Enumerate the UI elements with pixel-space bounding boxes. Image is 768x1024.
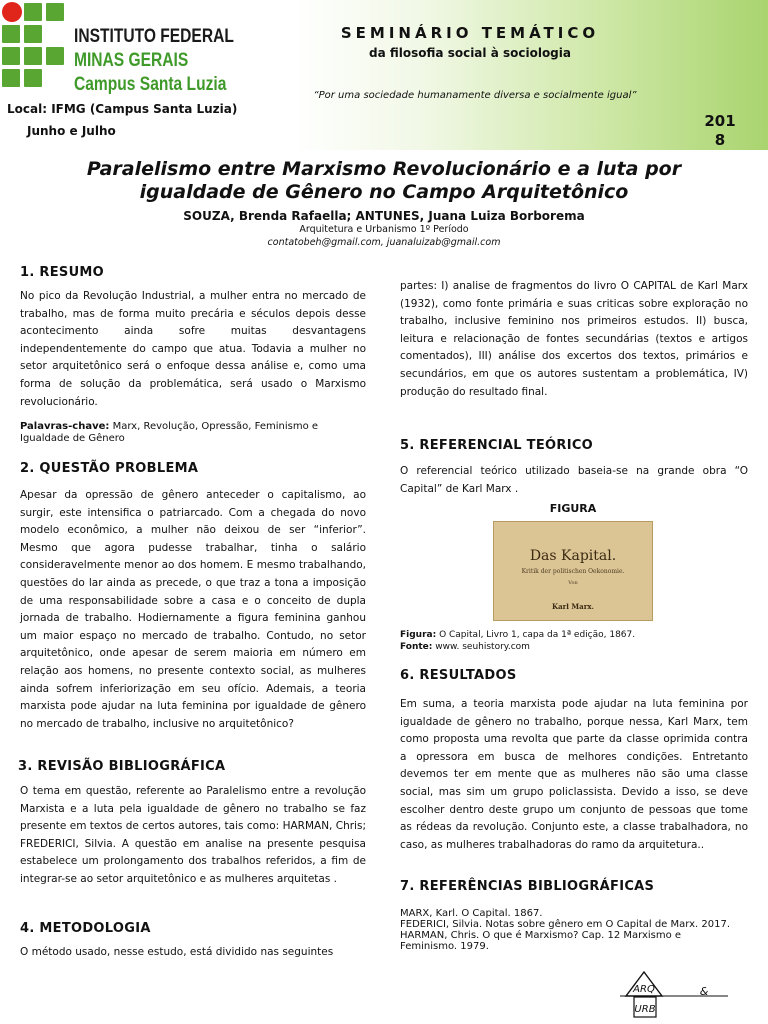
figure-caption — [400, 629, 748, 641]
metodologia-heading: 4. METODOLOGIA — [20, 921, 151, 936]
referencial-heading: 5. REFERENCIAL TEÓRICO — [400, 438, 594, 453]
resumo-text: No pico da Revolução Industrial, a mulher entra no mercado de trabalho, mas de forma muito precária e séculos depois desse acontecimento ainda sofre muitas desvantagens independentemente do campo que atua. Todavia a mulher no setor arquitetônico será o enfoque dessa análise e, como uma forma de solução da problemática, será usado o Marxismo revolucionário. — [20, 290, 366, 408]
year-line1: 201 — [704, 112, 736, 130]
paper-emails: contatobeh@gmail.com, juanaluizab@gmail.com — [267, 237, 501, 248]
institute-state: MINAS GERAIS — [74, 50, 189, 71]
paper-authors: SOUZA, Brenda Rafaella; ANTUNES, Juana Luiza Borborema — [183, 209, 585, 223]
metodologia-continuation: partes: I) analise de fragmentos do livro O CAPITAL de Karl Marx (1932), como fonte primária e suas criticas sobre exploração no trabalho, inclusive feminino nos primeiros estudos. II) busca, leitura e relacionação de fontes secundárias (textos e artigos comentados), III) análise dos excertos dos textos, primários e secundários, em que os autores sustentam a problemática, IV) produção do resultado final. — [400, 280, 748, 398]
cover-author: Karl Marx. — [552, 602, 594, 611]
referencias-heading: 7. REFERÊNCIAS BIBLIOGRÁFICAS — [400, 879, 655, 894]
figure-source-text: www. seuhistory.com — [432, 642, 530, 652]
paper-title-line1: Paralelismo entre Marxismo Revolucionário e a luta por — [86, 158, 682, 180]
institute-logo — [2, 2, 68, 104]
figure-source — [400, 641, 748, 653]
figure-caption-label: Figura: — [400, 630, 437, 640]
paper-course: Arquitetura e Urbanismo 1º Período — [299, 224, 469, 235]
cover-subtitle: Kritik der politischen Oekonomie. — [521, 568, 625, 575]
questao-heading: 2. QUESTÃO PROBLEMA — [20, 461, 199, 476]
header-banner — [0, 0, 768, 150]
resultados-heading: 6. RESULTADOS — [400, 668, 517, 683]
resumo-heading: 1. RESUMO — [20, 265, 105, 280]
arq-urb-logo — [620, 970, 730, 1020]
seminar-title: SEMINÁRIO TEMÁTICO — [340, 24, 600, 42]
paper-title-line2: igualdade de Gênero no Campo Arquitetônico — [139, 181, 629, 203]
keywords — [20, 421, 366, 445]
seminar-subtitle: da filosofia social à sociologia — [369, 46, 571, 60]
reference-item: MARX, Karl. O Capital. 1867. — [400, 908, 543, 919]
revisao-heading: 3. REVISÃO BIBLIOGRÁFICA — [18, 759, 226, 774]
das-kapital-cover-image — [493, 521, 653, 621]
institute-name: INSTITUTO FEDERAL — [74, 26, 234, 47]
figure-title: FIGURA — [549, 502, 597, 515]
logo-text-bottom: URB — [634, 1004, 656, 1015]
cover-by: Von — [568, 580, 578, 586]
figure-source-label: Fonte: — [400, 642, 433, 652]
event-dates: Junho e Julho — [27, 124, 116, 138]
figure-caption-text: O Capital, Livro 1, capa da 1ª edição, 1867. — [436, 630, 636, 640]
event-year — [700, 112, 740, 150]
logo-symbol: & — [699, 985, 709, 998]
metodologia-text: O método usado, nesse estudo, está dividido nas seguintes — [20, 946, 334, 958]
keywords-label: Palavras-chave: — [20, 421, 110, 432]
reference-item: FEDERICI, Silvia. Notas sobre gênero em O Capital de Marx. 2017. — [400, 919, 731, 930]
event-location: Local: IFMG (Campus Santa Luzia) — [7, 102, 238, 116]
institute-campus: Campus Santa Luzia — [74, 74, 227, 95]
logo-red-dot — [2, 2, 22, 22]
keywords-text: Marx, Revolução, Opressão, Feminismo e Igualdade de Gênero — [20, 421, 319, 444]
cover-title: Das Kapital. — [529, 548, 617, 564]
year-line2: 8 — [714, 131, 726, 149]
revisao-text: O tema em questão, referente ao Paralelismo entre a revolução Marxista e a luta pela igualdade de gênero no trabalho se faz presente em textos de certos autores, tais como: HARMAN, Chris; FREDERICI, Silvia. A questão em analise na presente pesquisa estabelece um prolongamento dos trabalhos referidos, a fim de integrar-se ao setor arquitetônico e as mulheres arquitetas . — [20, 785, 366, 885]
logo-text-top: ARQ — [633, 984, 655, 995]
reference-item: HARMAN, Chris. O que é Marxismo? Cap. 12 Marxismo e Feminismo. 1979. — [400, 930, 682, 952]
seminar-quote: “Por uma sociedade humanamente diversa e socialmente igual” — [313, 90, 637, 101]
references-list — [400, 908, 740, 952]
paper-title — [20, 158, 748, 204]
resultados-text: Em suma, a teoria marxista pode ajudar na luta feminina por igualdade de gênero no trabalho, porque nessa, Karl Marx, tem como proposta uma revolta que parte da classe oprimida contra a opressora em busca de melhores condições. Entretanto devemos ter em mente que as mulheres não são uma classe social, mas sim um grupo policlassista. Devido a isso, se deve escolher dentro deste grupo um conjunto de pessoas que tome as rédeas da revolução. Conjunto este, a classe trabalhadora, no caso, as mulheres trabalhadoras do ramo da arquitetura.. — [400, 698, 748, 851]
questao-text: Apesar da opressão de gênero anteceder o capitalismo, ao surgir, este intensifica o patriarcado. Com a chegada do novo modelo econômico, a mulher não deixou de ser “inferior”. Mesmo que agora pudesse trabalhar, tinha o salário consideravelmente menor ao dos homem. E mesmo trabalhando, questões do lar ainda as precede, o que traz a tona a imposição de uma responsabilidade sobre a casa e o conceito de dupla jornada de trabalho. Hodiernamente a figura feminina ganhou um maior espaço no mercado de trabalho. Contudo, no setor arquitetônico, onde apesar de serem maioria em número em relação aos homens, no presente contexto social, as mulheres ainda sofrem inferiorização em seu ofício. Ademais, a teoria marxista pode ajudar na luta feminina por igualdade de gênero no mercado de trabalho, inclusive no arquitetônico? — [20, 489, 366, 730]
referencial-text: O referencial teórico utilizado baseia-se na grande obra “O Capital” de Karl Marx . — [400, 465, 748, 495]
